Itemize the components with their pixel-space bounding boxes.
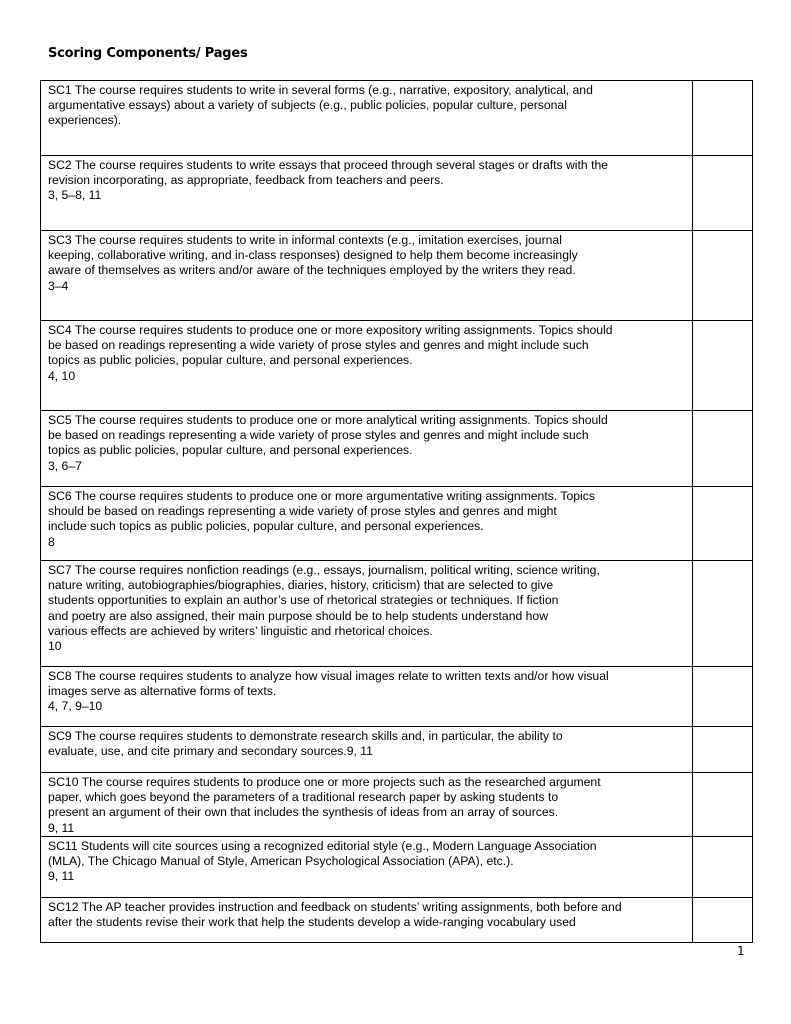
component-pages: 3, 5–8, 11 (48, 188, 102, 203)
empty-cell (693, 897, 753, 942)
empty-cell (693, 561, 753, 667)
table-row (41, 487, 753, 561)
component-cell (41, 727, 693, 773)
empty-cell (693, 836, 753, 897)
component-pages: 9, 11 (48, 820, 75, 835)
empty-cell (693, 727, 753, 773)
component-description: SC2 The course requires students to write essays that proceed through several stages or drafts with the revision incorporating, as appropriate, feedback from teachers and peers. (48, 158, 609, 188)
component-cell (41, 156, 693, 231)
component-pages: 3–4 (48, 278, 69, 293)
table-row (41, 561, 753, 667)
table-row (41, 897, 753, 942)
empty-cell (693, 156, 753, 231)
component-pages: 10 (48, 639, 62, 654)
table-row (41, 773, 753, 837)
component-description: SC9 The course requires students to demonstrate research skills and, in particular, the ability to evaluate, use, and cite primary and secondary sources.9, 11 (48, 729, 563, 759)
component-cell (41, 897, 693, 942)
component-cell (41, 411, 693, 487)
component-description: SC3 The course requires students to write in informal contexts (e.g., imitation exercises, journal keeping, collaborative writing, and in-class responses) designed to help them become increasingly aware of themselves as writers and/or aware of the techniques employed by the writers they read. (48, 233, 578, 278)
component-cell (41, 561, 693, 667)
component-description: SC7 The course requires nonfiction readings (e.g., essays, journalism, political writing, science writing, nature writing, autobiographies/biographies, diaries, history, criticism) that are selected to give students opportunities to explain an author’s use of rhetorical strategies or techniques. If fiction and poetry are also assigned, their main purpose should be to help students understand how various effects are achieved by writers’ linguistic and rhetorical choices. (48, 563, 600, 638)
component-pages: 3, 6–7 (48, 458, 82, 473)
component-pages: 9, 11 (48, 869, 75, 884)
component-cell (41, 773, 693, 837)
component-description: SC4 The course requires students to produce one or more expository writing assignments. Topics should be based on readings representing a wide variety of prose styles and genres and might include such topics as public policies, popular culture, and personal experiences. (48, 323, 613, 368)
table-row (41, 411, 753, 487)
component-pages: 4, 7, 9–10 (48, 699, 103, 714)
component-cell (41, 836, 693, 897)
empty-cell (693, 411, 753, 487)
component-pages: 4, 10 (48, 368, 76, 383)
table-row (41, 667, 753, 727)
component-description: SC5 The course requires students to produce one or more analytical writing assignments. Topics should be based on readings representing a wide variety of prose styles and genres and might include such topics as public policies, popular culture, and personal experiences. (48, 413, 608, 458)
table-row (41, 321, 753, 411)
empty-cell (693, 667, 753, 727)
component-description: SC8 The course requires students to analyze how visual images relate to written texts and/or how visual images serve as alternative forms of texts. (48, 669, 609, 699)
component-pages: 8 (48, 534, 55, 549)
empty-cell (693, 231, 753, 321)
component-description: SC1 The course requires students to write in several forms (e.g., narrative, expository, analytical, and argumentative essays) about a variety of subjects (e.g., public policies, popular culture, personal experiences). (48, 83, 593, 128)
component-cell (41, 81, 693, 156)
component-cell (41, 667, 693, 727)
table-row (41, 836, 753, 897)
component-description: SC11 Students will cite sources using a recognized editorial style (e.g., Modern Language Association (MLA), The Chicago Manual of Style, American Psychological Association (APA), etc.). (48, 838, 597, 869)
table-row (41, 231, 753, 321)
component-cell (41, 321, 693, 411)
page-heading: Scoring Components/ Pages (48, 46, 248, 61)
empty-cell (693, 81, 753, 156)
scoring-components-table (40, 80, 753, 943)
empty-cell (693, 773, 753, 837)
component-cell (41, 487, 693, 561)
table-row (41, 156, 753, 231)
empty-cell (693, 487, 753, 561)
table-row (41, 81, 753, 156)
component-description: SC12 The AP teacher provides instruction and feedback on students’ writing assignments, both before and after the students revise their work that help the students develop a wide-ranging vocabulary used (48, 899, 622, 930)
page-number: 1 (737, 944, 745, 958)
component-cell (41, 231, 693, 321)
table-row (41, 727, 753, 773)
component-description: SC10 The course requires students to produce one or more projects such as the researched argument paper, which goes beyond the parameters of a traditional research paper by asking students to present an argument of their own that includes the synthesis of ideas from an array of sources. (48, 775, 601, 820)
component-description: SC6 The course requires students to produce one or more argumentative writing assignments. Topics should be based on readings representing a wide variety of prose styles and genres and might include such topics as public policies, popular culture, and personal experiences. (48, 489, 595, 534)
empty-cell (693, 321, 753, 411)
